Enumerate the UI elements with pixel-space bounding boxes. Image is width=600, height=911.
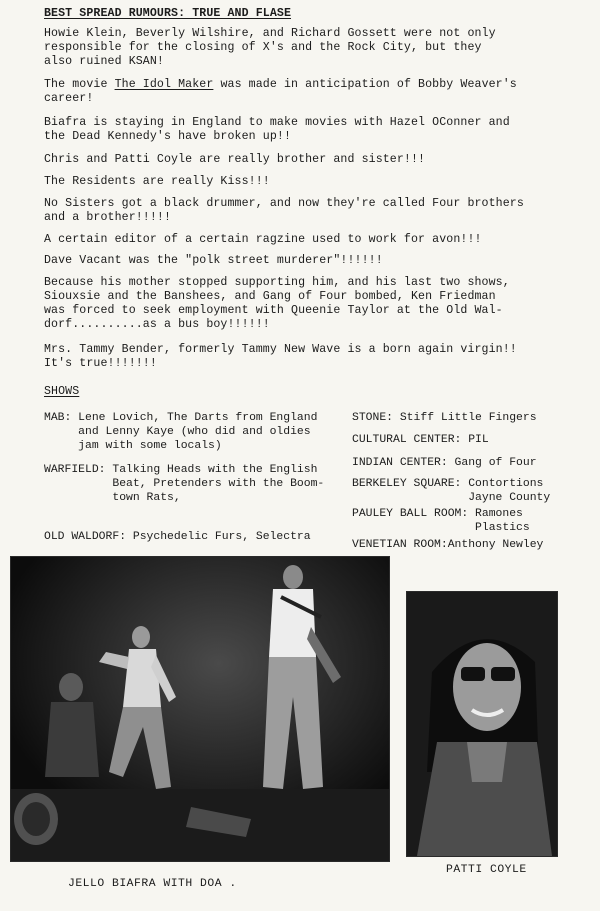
rumour-item (44, 343, 564, 371)
rumour-line: Biafra is staying in England to make movies with Hazel OConner and (44, 116, 510, 129)
rumour-line: Howie Klein, Beverly Wilshire, and Richard Gossett were not only (44, 27, 496, 40)
movie-title: The Idol Maker (114, 78, 214, 91)
rumour-line (44, 78, 564, 92)
band-photo-image (11, 557, 389, 861)
show-line: PAULEY BALL ROOM: Ramones (352, 508, 523, 520)
rumour-line: Chris and Patti Coyle are really brother and sister!!! (44, 153, 426, 166)
rumour-item (44, 276, 564, 332)
shows-right-entry (352, 456, 537, 470)
shows-heading: SHOWS (44, 385, 80, 398)
rumour-line: The Residents are really Kiss!!! (44, 175, 270, 188)
rumour-line: Dave Vacant was the "polk street murderer"!!!!!! (44, 254, 383, 267)
rumour-item (44, 233, 564, 247)
rumour-text: The movie (44, 78, 115, 91)
show-line: MAB: Lene Lovich, The Darts from England (44, 412, 318, 424)
rumour-item (44, 153, 564, 167)
portrait-photo (406, 591, 558, 857)
rumour-line: was forced to seek employment with Queenie Taylor at the Old Wal- (44, 304, 503, 317)
shows-left-entry (44, 530, 311, 544)
shows-right-entry (352, 507, 530, 535)
show-line: town Rats, (44, 492, 181, 504)
show-line: and Lenny Kaye (who did and oldies (44, 426, 311, 438)
show-line: Beat, Pretenders with the Boom- (44, 478, 325, 490)
rumours-heading: BEST SPREAD RUMOURS: TRUE AND FLASE (44, 7, 292, 20)
rumour-line: It's true!!!!!!! (44, 357, 157, 370)
rumour-item (44, 27, 564, 69)
show-line: WARFIELD: Talking Heads with the English (44, 464, 318, 476)
rumour-line: career! (44, 92, 94, 105)
rumour-line: and a brother!!!!! (44, 211, 172, 224)
band-photo (10, 556, 390, 862)
rumour-item (44, 254, 564, 268)
show-line: OLD WALDORF: Psychedelic Furs, Selectra (44, 531, 311, 543)
rumour-item (44, 175, 564, 189)
portrait-photo-image (407, 592, 557, 856)
show-line: STONE: Stiff Little Fingers (352, 412, 537, 424)
band-photo-caption: JELLO BIAFRA WITH DOA . (68, 878, 237, 890)
rumour-line: responsible for the closing of X's and the Rock City, but they (44, 41, 482, 54)
show-line: Plastics (352, 522, 530, 534)
show-line: jam with some locals) (44, 440, 222, 452)
shows-right-entry (352, 477, 550, 505)
show-line: VENETIAN ROOM:Anthony Newley (352, 539, 544, 551)
show-line: Jayne County (352, 492, 551, 504)
show-line: INDIAN CENTER: Gang of Four (352, 457, 537, 469)
shows-right-entry (352, 433, 489, 447)
show-line: CULTURAL CENTER: PIL (352, 434, 489, 446)
shows-left-entry (44, 463, 324, 505)
rumour-line: dorf..........as a bus boy!!!!!! (44, 318, 270, 331)
rumour-item (44, 78, 564, 106)
shows-right-entry (352, 538, 543, 552)
rumour-line: Mrs. Tammy Bender, formerly Tammy New Wave is a born again virgin!! (44, 343, 517, 356)
rumour-line: No Sisters got a black drummer, and now they're called Four brothers (44, 197, 524, 210)
rumour-line: the Dead Kennedy's have broken up!! (44, 130, 292, 143)
rumour-item (44, 116, 564, 144)
rumour-item (44, 197, 564, 225)
rumour-line: Because his mother stopped supporting him, and his last two shows, (44, 276, 510, 289)
rumour-line: Siouxsie and the Banshees, and Gang of Four bombed, Ken Friedman (44, 290, 496, 303)
show-line: BERKELEY SQUARE: Contortions (352, 478, 544, 490)
rumour-line: also ruined KSAN! (44, 55, 164, 68)
rumour-text: was made in anticipation of Bobby Weaver's (213, 78, 517, 91)
shows-right-entry (352, 411, 537, 425)
portrait-photo-caption: PATTI COYLE (446, 864, 527, 876)
rumour-line: A certain editor of a certain ragzine used to work for avon!!! (44, 233, 482, 246)
shows-left-entry (44, 411, 317, 453)
